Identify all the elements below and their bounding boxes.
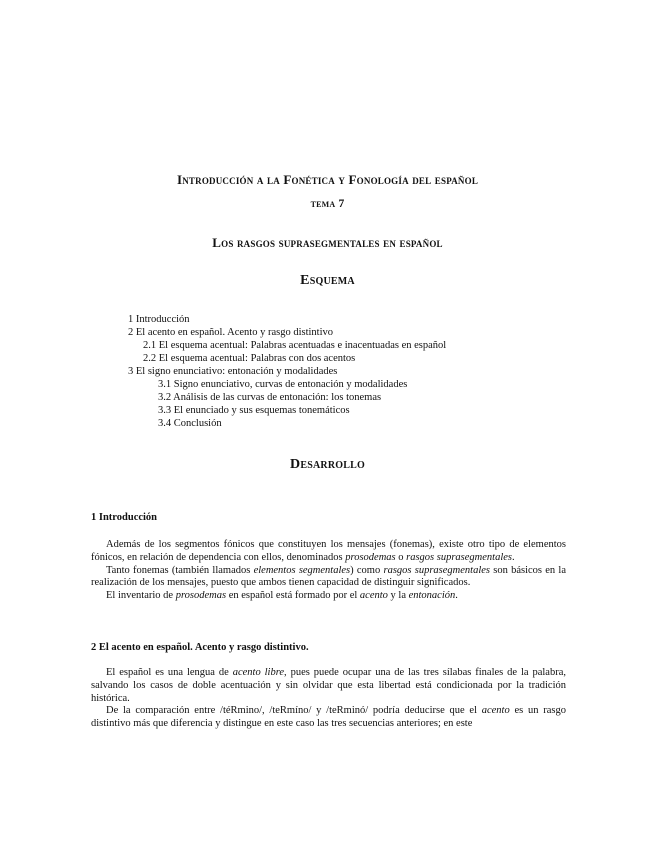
outline-item: 3.2 Análisis de las curvas de entonación: los tonemas (158, 392, 382, 403)
outline-item: 3 El signo enunciativo: entonación y modalidades (128, 366, 338, 377)
development-heading: Desarrollo (290, 457, 365, 472)
topic-number: tema 7 (310, 198, 345, 210)
outline-heading: Esquema (300, 273, 355, 288)
outline-item: 1 Introducción (128, 314, 190, 325)
section-2-body (91, 667, 566, 731)
section-1-title: 1 Introducción (91, 512, 158, 523)
paragraph: Además de los segmentos fónicos que constituyen los mensajes (fonemas), existe otro tipo de elementos fónicos, en relación de dependencia con ellos, denominados prosodemas o rasgos suprasegmentales. (91, 539, 566, 563)
outline-item: 3.4 Conclusión (158, 418, 222, 429)
paragraph: De la comparación entre /téRmino/, /teRmíno/ y /teRminó/ podría deducirse que el acento es un rasgo distintivo más que diferencia y distingue en este caso las tres secuencias anteriores; en este (91, 705, 566, 730)
paragraph: Tanto fonemas (también llamados elementos segmentales) como rasgos suprasegmentales son básicos en la realización de los mensajes, puesto que ambos tienen capacidad de distinguir significados. (91, 564, 566, 589)
outline-item: 2 El acento en español. Acento y rasgo distintivo (128, 327, 333, 338)
outline-item: 3.1 Signo enunciativo, curvas de entonación y modalidades (158, 379, 408, 390)
paragraph: El inventario de prosodemas en español está formado por el acento y la entonación. (106, 590, 458, 602)
section-2-title: 2 El acento en español. Acento y rasgo distintivo. (91, 642, 309, 653)
course-title: Introducción a la Fonética y Fonología del español (176, 172, 479, 187)
outline-list (128, 313, 548, 430)
paragraph: El español es una lengua de acento libre, pues puede ocupar una de las tres sílabas finales de la palabra, salvando los casos de doble acentuación y sin olvidar que esta libertad está condicionada por la tradición histórica. (91, 667, 566, 704)
section-1-body (91, 539, 566, 603)
outline-item: 2.1 El esquema acentual: Palabras acentuadas e inacentuadas en español (143, 340, 447, 351)
outline-item: 2.2 El esquema acentual: Palabras con dos acentos (143, 353, 356, 364)
outline-item: 3.3 El enunciado y sus esquemas tonemáticos (158, 405, 350, 416)
topic-title: Los rasgos suprasegmentales en español (212, 235, 443, 250)
